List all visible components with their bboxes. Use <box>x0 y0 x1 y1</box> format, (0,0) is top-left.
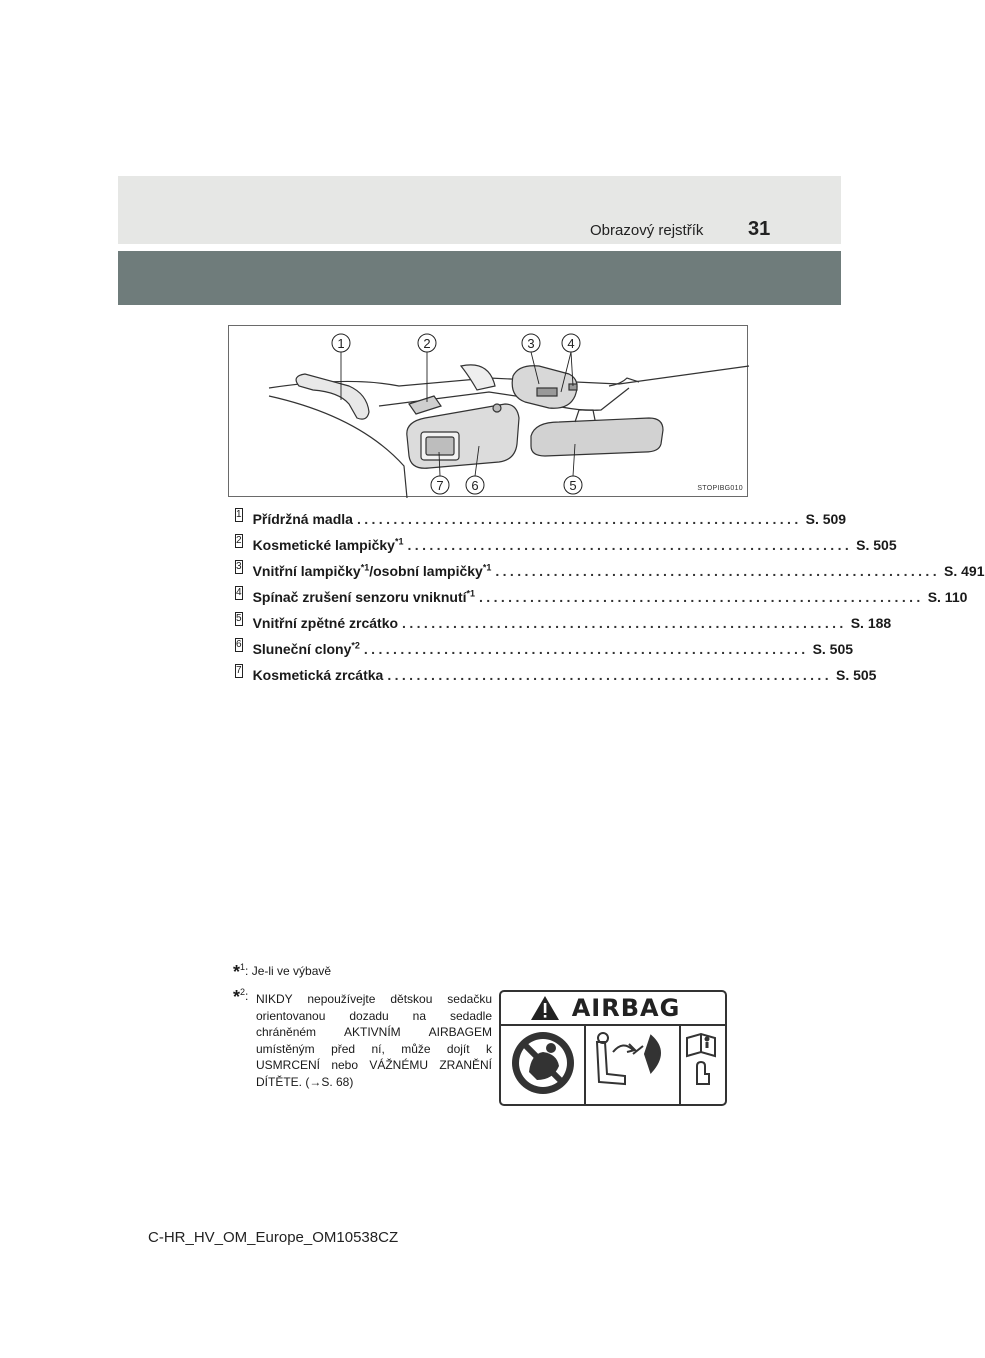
item-number: 1 <box>236 509 242 520</box>
svg-text:4: 4 <box>567 336 575 351</box>
page-reference[interactable]: S. 491 <box>944 563 985 579</box>
item-label: Spínač zrušení senzoru vniknutí$^{*1}$ <box>252 588 476 605</box>
page-number: 31 <box>748 218 771 240</box>
page-reference[interactable]: S. 505 <box>812 641 854 657</box>
item-number: 2 <box>236 535 242 546</box>
no-rear-facing-child-seat-icon <box>512 1032 574 1094</box>
footnote-ref: *1 <box>482 562 492 573</box>
item-label: Sluneční clony$^{*2}$ <box>252 640 360 657</box>
list-item[interactable] <box>235 560 985 586</box>
manual-book-icon <box>687 1034 715 1084</box>
figure-code: STOPIBG010 <box>697 485 743 492</box>
svg-text:5: 5 <box>569 478 577 493</box>
dot-leader: ............................................................. <box>495 563 941 579</box>
airbag-pictograms <box>501 992 725 1104</box>
dot-leader: ............................................................. <box>402 615 847 631</box>
page-reference[interactable]: S. 505 <box>835 667 877 683</box>
page-reference[interactable]: S. 505 <box>856 537 897 553</box>
footnote-ref: *1 <box>394 536 404 547</box>
footnote-ref: *2 <box>351 640 360 651</box>
item-number: 3 <box>236 561 242 572</box>
svg-text:3: 3 <box>527 336 535 351</box>
dot-leader: ............................................................. <box>363 641 809 657</box>
svg-text:2: 2 <box>423 336 431 351</box>
svg-text:1: 1 <box>337 336 345 351</box>
footnote-1: *$^1$: Je-li ve výbavě <box>233 962 332 982</box>
airbag-warning-label <box>499 990 727 1106</box>
list-item[interactable] <box>235 508 847 534</box>
item-number: 6 <box>236 639 242 650</box>
item-label: Přídržná madla <box>252 511 353 527</box>
airbag-title: AIRBAG <box>571 994 681 1022</box>
dot-leader: ............................................................. <box>479 589 924 605</box>
dot-leader: ............................................................. <box>407 537 853 553</box>
warning-triangle-icon <box>531 996 559 1020</box>
svg-text:6: 6 <box>471 478 479 493</box>
interior-drawing <box>229 326 749 498</box>
list-item[interactable] <box>235 586 968 612</box>
footnote-ref: *1 <box>466 588 476 599</box>
interior-illustration <box>228 325 748 497</box>
item-number: 4 <box>236 587 242 598</box>
page-reference[interactable]: S. 188 <box>850 615 892 631</box>
footnote-ref: *1 <box>360 562 370 573</box>
header-band <box>118 176 841 244</box>
section-band <box>118 251 841 305</box>
item-number: 7 <box>236 665 242 676</box>
item-label: Vnitřní zpětné zrcátko <box>252 615 399 631</box>
dot-leader: ............................................................. <box>387 667 832 683</box>
svg-text:7: 7 <box>436 478 444 493</box>
list-item[interactable] <box>235 612 892 638</box>
list-item[interactable] <box>235 534 897 560</box>
item-number: 5 <box>236 613 242 624</box>
list-item[interactable] <box>235 638 854 664</box>
footnote-2-text: NIKDY nepoužívejte dětskou sedačku orientovanou dozadu na sedadle chráněném AKTIVNÍM AIRBAGEM umístěným před ní, může dojít k USMRCENÍ nebo VÁŽNÉMU ZRANĚNÍ DÍTĚTE. (→S. 68) <box>256 992 492 1089</box>
document-code: C-HR_HV_OM_Europe_OM10538CZ <box>148 1229 399 1246</box>
seat-airbag-icon <box>597 1033 660 1084</box>
footnote-2: *$^2$: NIKDY nepoužívejte dětskou sedačku orientovanou dozadu na sedadle chráněném AKTIVNÍM AIRBAGEM umístěným před ní, může dojít k USMRCENÍ nebo VÁŽNÉMU ZRANĚNÍ DÍTĚTE. (→S. 68) <box>233 987 492 1089</box>
item-label: Kosmetická zrcátka <box>252 667 384 683</box>
dot-leader: ............................................................. <box>356 511 802 527</box>
index-list <box>235 508 985 690</box>
page-reference[interactable]: S. 110 <box>927 589 968 605</box>
page-reference[interactable]: S. 509 <box>805 511 847 527</box>
list-item[interactable] <box>235 664 877 690</box>
item-label: Vnitřní lampičky$^{*1}$/osobní lampičky$^{*1}$ <box>252 562 492 579</box>
page-section-title: Obrazový rejstřík <box>590 222 704 239</box>
item-label: Kosmetické lampičky$^{*1}$ <box>252 536 404 553</box>
